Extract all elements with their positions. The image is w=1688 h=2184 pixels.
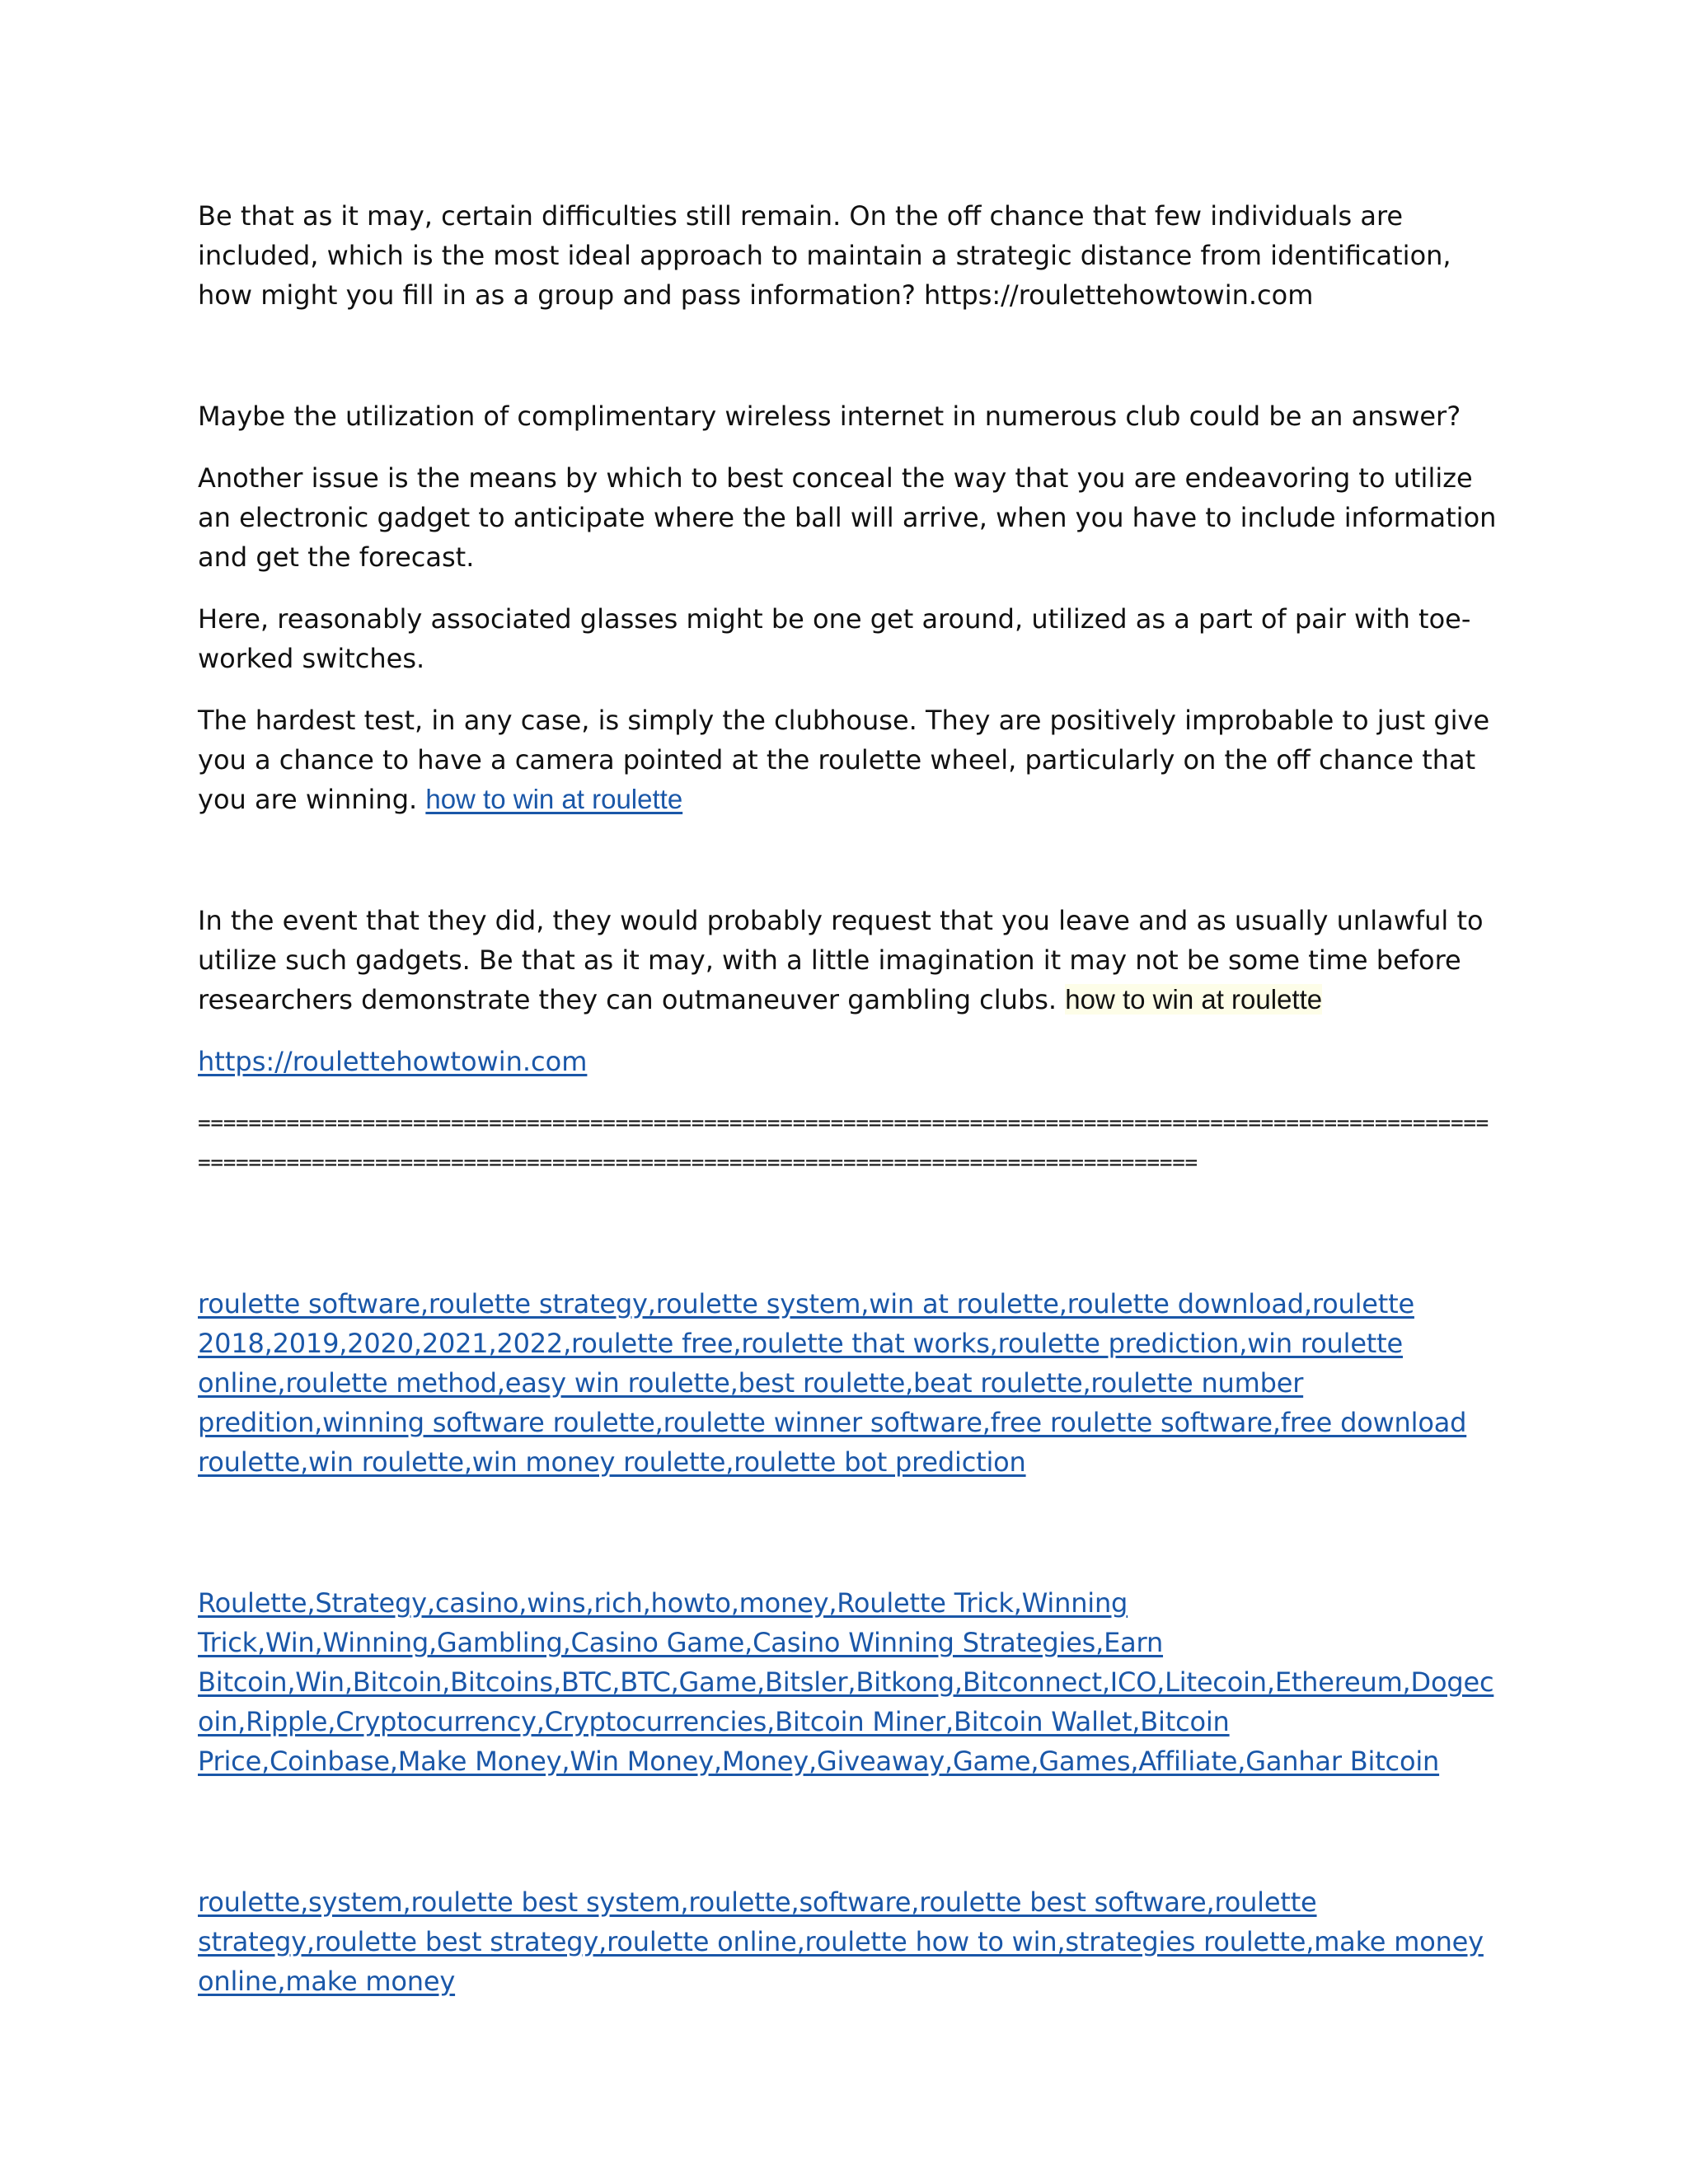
tags-link-2[interactable]: Roulette,Strategy,casino,wins,rich,howto,money,Roulette Trick,Winning Trick,Win,Winning,Gambling,Casino Game,Casino Winning Strategies,Earn Bitcoin,Win,Bitcoin,Bitcoins,BTC,BTC,Game,Bitsler,Bitkong,Bitconnect,ICO,Litecoin,Ethereum,Dogecoin,Ripple,Cryptocurrency,Cryptocurrencies,Bitcoin Miner,Bitcoin Wallet,Bitcoin Price,Coinbase,Make Money,Win Money,Money,Giveaway,Game,Games,Affiliate,Ganhar Bitcoin: [198, 1587, 1494, 1777]
tags-block-1: [198, 1284, 1500, 1482]
tags-link-1[interactable]: roulette software,roulette strategy,roulette system,win at roulette,roulette download,roulette 2018,2019,2020,2021,2022,roulette free,roulette that works,roulette prediction,win roulette online,roulette method,easy win roulette,best roulette,beat roulette,roulette number predition,winning software roulette,roulette winner software,free roulette software,free download roulette,win roulette,win money roulette,roulette bot prediction: [198, 1288, 1467, 1478]
paragraph-clubhouse: [198, 701, 1500, 819]
spacer: [198, 1504, 1500, 1583]
spacer: [198, 1803, 1500, 1882]
roulettehowtowin-link[interactable]: https://roulettehowtowin.com: [198, 1046, 588, 1077]
tags-link-3[interactable]: roulette,system,roulette best system,roulette,software,roulette best software,roulette strategy,roulette best strategy,roulette online,roulette how to win,strategies roulette,make money online,make money: [198, 1886, 1484, 1997]
highlighted-phrase: how to win at roulette: [1065, 984, 1323, 1015]
paragraph-conceal: Another issue is the means by which to best conceal the way that you are endeavoring to utilize an electronic gadget to anticipate where the ball will arrive, when you have to include information and get the forecast.: [198, 462, 1497, 573]
tags-block-3: [198, 1882, 1500, 2001]
paragraph-glasses: Here, reasonably associated glasses might be one get around, utilized as a part of pair with toe-worked switches.: [198, 603, 1471, 674]
paragraph-researchers: [198, 901, 1500, 1019]
spacer: [198, 337, 1500, 396]
spacer: [198, 841, 1500, 901]
paragraph-researchers-text: In the event that they did, they would probably request that you leave and as usually unlawful to utilize such gadgets. Be that as it may, with a little imagination it may not be some time before researchers demonstrate they can outmaneuver gambling clubs.: [198, 905, 1484, 1015]
document-page: [198, 196, 1500, 2023]
url-paragraph: [198, 1042, 1500, 1081]
paragraph-wifi: Maybe the utilization of complimentary wireless internet in numerous club could be an answer?: [198, 401, 1461, 432]
separator-line: =====================================================================================================================================================================================: [198, 1111, 1489, 1175]
how-to-win-link[interactable]: how to win at roulette: [425, 784, 683, 814]
tags-block-2: [198, 1583, 1500, 1781]
spacer: [198, 1205, 1500, 1284]
paragraph-clubhouse-text: The hardest test, in any case, is simply the clubhouse. They are positively improbable to just give you a chance to have a camera pointed at the roulette wheel, particularly on the off chance that you are winning.: [198, 705, 1490, 815]
paragraph-intro: Be that as it may, certain difficulties still remain. On the off chance that few individuals are included, which is the most ideal approach to maintain a strategic distance from identification, how might you fill in as a group and pass information? https://roulettehowtowin.com: [198, 200, 1451, 311]
